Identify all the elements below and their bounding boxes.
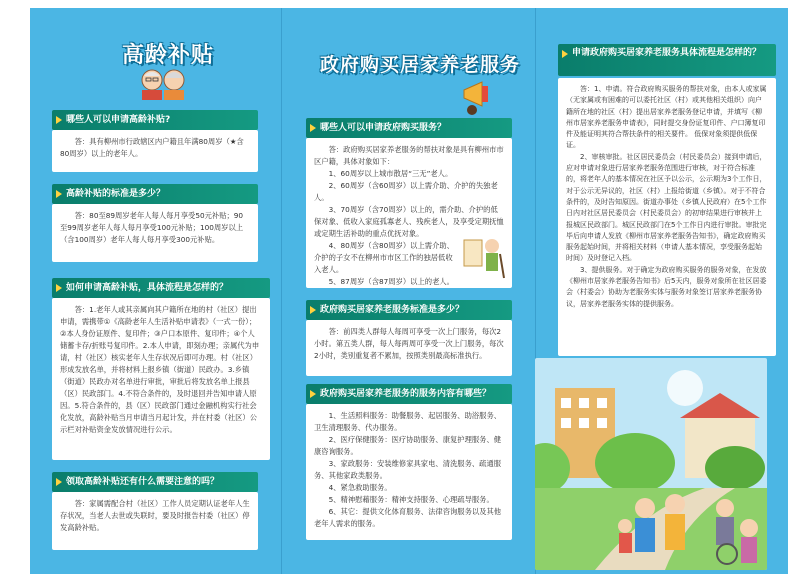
family-park-illustration: [535, 358, 767, 570]
card-service-content: [306, 404, 512, 540]
card-process: [52, 298, 270, 460]
card-text: 5、精神慰藉服务：精神支持服务、心理疏导服务。: [328, 495, 494, 504]
arrow-icon: [56, 478, 62, 486]
card-flow: [558, 78, 776, 356]
card-text: 答：1、申请。符合政府购买服务的帮扶对象，由本人或家属（无家属或有困难的可以委托社区（村）或其他相关组织）向户籍所在地的社区（村）提出居家养老服务登记申请，并填写《柳州市居家养老服务申请表》，同时提交身份证复印件、户口簿复印件及能证明其符合帮扶条件的相关要件。 低保对象须提供低保证。: [566, 85, 767, 150]
card-standard: [52, 204, 258, 262]
megaphone-icon: [460, 76, 500, 116]
section-head-notice: [52, 472, 258, 492]
arrow-icon: [56, 190, 62, 198]
arrow-icon: [56, 116, 62, 124]
section-head-text: 政府购买居家养老服务标准是多少？: [320, 305, 465, 315]
card-notice: [52, 492, 258, 550]
card-apply: [306, 138, 512, 288]
section-head-text: 高龄补贴的标准是多少？: [66, 189, 166, 199]
elderly-couple-icon: [138, 66, 188, 100]
section-head-text: 申请政府购买居家养老服务具体流程是怎样的？: [572, 48, 762, 58]
panel1-title: 高龄补贴: [122, 43, 215, 68]
card-text: 4、80周岁（含80周岁）以上需介助、介护的子女不在柳州市市区工作的独居低收入老人。: [314, 241, 454, 274]
arrow-icon: [56, 284, 62, 292]
section-head-standard: [52, 184, 258, 204]
card-text: 2、60周岁（含60周岁）以上需介助、介护的失独老人。: [314, 181, 498, 202]
card-text: 答：1.老年人或其亲属向其户籍所在地的村（社区）提出申请，需携带①《高龄老年人生活补贴申请表》（一式一份）；②本人身份证原件、复印件；③户口本原件、复印件；④个人储蓄卡存/折账号复印件。2.本人申请，即刻办理；亲属代为申请，村（社区）核实老年人生存状况后即可办理。村（社区）形成发放名单，并将材料上报乡镇（街道）民政办。3.乡镇（街道）民政办对名单进行审批，审批后将发放名单上报县（区）民政部门。4.不符合条件的，及时退回并告知申请人原因。5.符合条件的，县（区）民政部门通过金融机构实行社会化发放，高龄补贴当月申请当月起计发，并在村委（社区）公示栏对补贴资金发放情况进行公示。: [60, 305, 260, 434]
card-text: 5、87周岁（含87周岁）以上的老人。: [328, 277, 454, 286]
section-head-apply: [306, 118, 512, 138]
section-head-eligibility: [52, 110, 258, 130]
section-head-service-content: [306, 384, 512, 404]
fold-line: [281, 8, 282, 574]
card-text: 答：80至89周岁老年人每人每月享受50元补贴；90至99周岁老年人每人每月享受100元补贴；100周岁以上（含100周岁）老年人每人每月享受300元补贴。: [60, 211, 244, 244]
card-service-standard: [306, 320, 512, 376]
card-text: 3、70周岁（含70周岁）以上的，需介助、介护的低保对象、低收入家庭孤寡老人、残疾老人，及享受定期抚恤或定期生活补助的重点优抚对象。: [314, 205, 504, 238]
section-head-text: 哪些人可以申请高龄补贴?: [66, 115, 171, 125]
card-eligibility: [52, 130, 258, 172]
card-text: 答：政府购买居家养老服务的帮扶对象是具有柳州市市区户籍，具体对象如下：: [314, 145, 504, 166]
card-text: 3、家政服务：安装维修家具家电、清洗服务、疏通服务、其他家政类服务。: [314, 459, 502, 480]
card-text: 1、生活照料服务：助餐服务、起居服务、助浴服务、卫生清理服务、代办服务。: [314, 411, 502, 432]
arrow-icon: [562, 50, 568, 58]
card-text: 答：前四类人群每人每周可享受一次上门服务，每次2小时。第五类人群，每人每两周可享受一次上门服务，每次2小时，类别重复者不累加，按照类别最高标准执行。: [314, 327, 504, 360]
elderly-illustration-icon: [462, 234, 506, 280]
panel2-title: 政府购买居家养老服务: [320, 54, 521, 76]
arrow-icon: [310, 390, 316, 398]
card-text: 2、审核审批。社区居民委员会（村民委员会）接到申请后，应对申请对象进行居家养老服务范围进行审核，对于符合标准的，将老年人的基本情况在社区予以公示，公示期为3个工作日，对于公示无异议的，社区（村）上报给街道（乡镇）。对于不符合条件的，及时告知原因。街道办事处（乡镇人民政府）在5个工作日内对社区居民委员会（村民委员会）的初审结果进行审核并上报城区民政部门。城区民政部门在5个工作日内进行审批。审批完毕后向申请人发放《柳州市居家养老服务告知书》，确定政府购买服务起始时间，并将相关材料（申请人基本情况，享受服务起始时间）及时登记入档。: [566, 152, 767, 263]
card-text: 答：具有柳州市行政辖区内户籍且年满80周岁（★含80周岁）以上的老年人。: [60, 137, 244, 158]
arrow-icon: [310, 124, 316, 132]
section-head-text: 领取高龄补贴还有什么需要注意的吗？: [66, 477, 220, 487]
card-text: 6、其它：提供文化体育服务、法律咨询服务以及其他老年人需求的服务。: [314, 507, 502, 528]
card-text: 2、医疗保健服务：医疗协助服务、康复护理服务、健康咨询服务。: [314, 435, 502, 456]
section-head-text: 如何申请高龄补贴，具体流程是怎样的？: [66, 283, 229, 293]
card-text: 4、紧急救助服务。: [328, 483, 392, 492]
section-head-flow: [558, 44, 776, 76]
section-head-text: 政府购买居家养老服务的服务内容有哪些？: [320, 389, 492, 399]
arrow-icon: [310, 306, 316, 314]
section-head-process: [52, 278, 270, 298]
card-text: 1、60周岁以上城市散居“三无”老人。: [328, 169, 453, 178]
section-head-text: 哪些人可以申请政府购买服务？: [320, 123, 447, 133]
card-text: 3、提供服务。对于确定为政府购买服务的服务对象，在发放《柳州市居家养老服务告知书》后5天内，服务对象所在社区居委会（村委会）协助为老服务实体与服务对象签订居家养老服务协议，居家养老服务实体的提供服务。: [566, 265, 767, 308]
card-text: 答：家属需配合村（社区）工作人员定期认证老年人生存状况，当老人去世或失联时，要及时报告村委（社区）停发高龄补贴。: [60, 499, 250, 532]
section-head-service-standard: [306, 300, 512, 320]
